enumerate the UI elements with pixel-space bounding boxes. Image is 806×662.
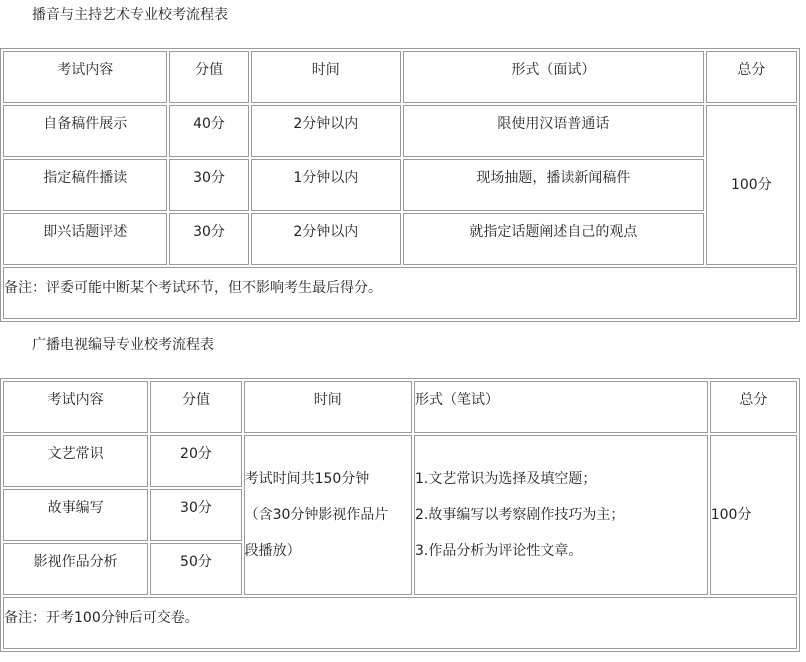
- time-line: （含30分钟影视作品片: [244, 507, 389, 523]
- table-row: [3, 213, 797, 265]
- section2-table: [0, 378, 800, 652]
- exam-score: 50分: [150, 543, 241, 595]
- header-total: 总分: [706, 51, 797, 103]
- section1-title: 播音与主持艺术专业校考流程表: [32, 7, 228, 23]
- exam-time: 2分钟以内: [251, 105, 401, 157]
- form-line: 2.故事编写以考察剧作技巧为主；: [415, 507, 625, 523]
- exam-score: 30分: [169, 159, 248, 211]
- header-score: 分值: [169, 51, 248, 103]
- exam-form: 现场抽题，播读新闻稿件: [403, 159, 704, 211]
- exam-item: 自备稿件展示: [3, 105, 167, 157]
- exam-item: 文艺常识: [3, 435, 148, 487]
- form-line: 3.作品分析为评论性文章。: [415, 543, 583, 559]
- header-exam-content: 考试内容: [3, 51, 167, 103]
- note-text: 备注：开考100分钟后可交卷。: [3, 597, 797, 649]
- exam-time: 1分钟以内: [251, 159, 401, 211]
- exam-form: 限使用汉语普通话: [403, 105, 704, 157]
- total-score: 100分: [706, 105, 797, 265]
- exam-item: 指定稿件播读: [3, 159, 167, 211]
- exam-score: 30分: [150, 489, 241, 541]
- table-row: [3, 159, 797, 211]
- header-form: 形式（面试）: [403, 51, 704, 103]
- exam-item: 故事编写: [3, 489, 148, 541]
- exam-score: 40分: [169, 105, 248, 157]
- note-text: 备注：评委可能中断某个考试环节，但不影响考生最后得分。: [3, 267, 797, 319]
- table-header-row: [3, 51, 797, 103]
- header-exam-content: 考试内容: [3, 381, 148, 433]
- header-time: 时间: [244, 381, 412, 433]
- note-row: [3, 597, 797, 649]
- exam-item: 影视作品分析: [3, 543, 148, 595]
- note-row: [3, 267, 797, 319]
- section1-table: [0, 48, 800, 322]
- exam-form-description: [414, 435, 708, 595]
- header-score: 分值: [150, 381, 241, 433]
- header-total: 总分: [710, 381, 797, 433]
- table-header-row: [3, 381, 797, 433]
- table-row: [3, 435, 797, 487]
- time-line: 段播放）: [244, 543, 301, 559]
- table-row: [3, 105, 797, 157]
- exam-score: 30分: [169, 213, 248, 265]
- exam-time: 2分钟以内: [251, 213, 401, 265]
- exam-item: 即兴话题评述: [3, 213, 167, 265]
- total-score: 100分: [710, 435, 797, 595]
- exam-time-description: [244, 435, 412, 595]
- exam-score: 20分: [150, 435, 241, 487]
- exam-form: 就指定话题阐述自己的观点: [403, 213, 704, 265]
- header-form: 形式（笔试）: [414, 381, 708, 433]
- header-time: 时间: [251, 51, 401, 103]
- section2-title: 广播电视编导专业校考流程表: [32, 337, 214, 353]
- time-line: 考试时间共150分钟: [244, 471, 370, 487]
- form-line: 1.文艺常识为选择及填空题；: [415, 471, 597, 487]
